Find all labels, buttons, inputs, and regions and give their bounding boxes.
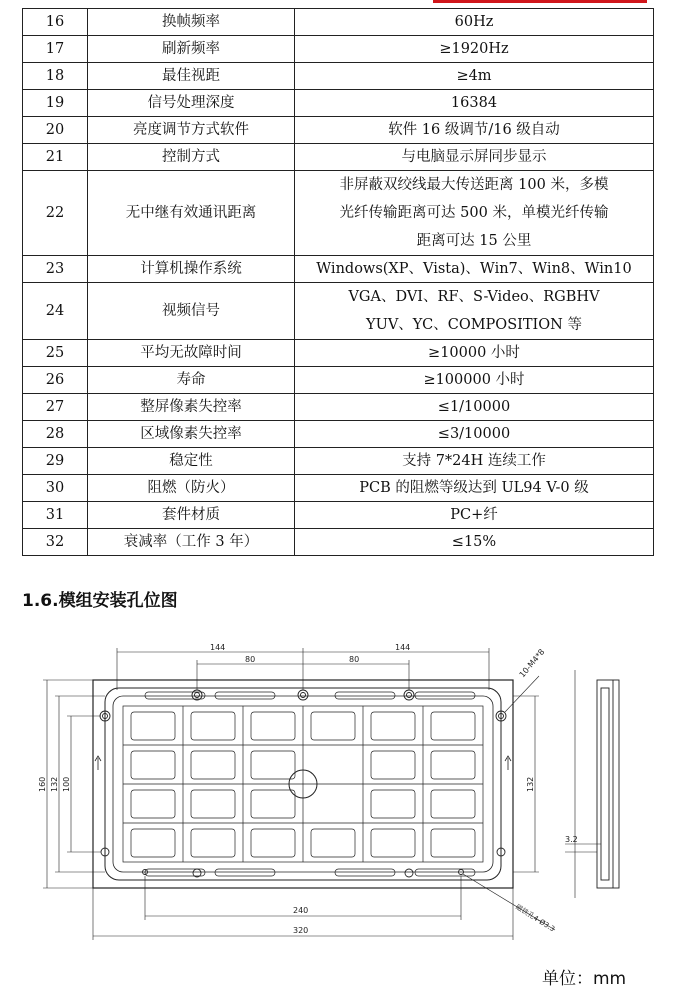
row-number: 20 (23, 117, 88, 144)
row-number: 29 (23, 448, 88, 475)
row-value: ≤3/10000 (295, 421, 654, 448)
dim-left-inner: 100 (62, 776, 71, 792)
dim-top-right-inner: 80 (349, 655, 360, 664)
row-value: Windows(XP、Vista)、Win7、Win8、Win10 (295, 256, 654, 283)
unit-label: 单位：mm (542, 969, 627, 989)
row-value (295, 283, 654, 340)
row-number: 17 (23, 36, 88, 63)
row-value: 60Hz (295, 9, 654, 36)
row-number: 32 (23, 529, 88, 556)
row-parameter: 平均无故障时间 (88, 340, 295, 367)
row-value: 与电脑显示屏同步显示 (295, 144, 654, 171)
value-line: 光纤传输距离可达 500 米，单模光纤传输 (339, 205, 609, 221)
row-number: 23 (23, 256, 88, 283)
table-row (23, 144, 654, 171)
table-row (23, 448, 654, 475)
section-title: 1.6.模组安装孔位图 (22, 591, 178, 611)
row-number: 25 (23, 340, 88, 367)
dim-top-left: 144 (210, 643, 226, 652)
row-value: ≥100000 小时 (295, 367, 654, 394)
module-mounting-drawing (35, 640, 635, 950)
table-row (23, 367, 654, 394)
spec-table (22, 8, 654, 556)
row-value (295, 171, 654, 256)
row-parameter: 视频信号 (88, 283, 295, 340)
row-number: 27 (23, 394, 88, 421)
value-line: YUV、YC、COMPOSITION 等 (366, 317, 582, 333)
row-parameter: 区域像素失控率 (88, 421, 295, 448)
row-parameter: 换帧频率 (88, 9, 295, 36)
value-line: VGA、DVI、RF、S-Video、RGBHV (348, 289, 600, 305)
row-value: ≥10000 小时 (295, 340, 654, 367)
side-profile (565, 670, 619, 898)
dim-right: 132 (526, 776, 535, 792)
hole-callout: 10-M4*8 (517, 647, 547, 680)
table-row (23, 421, 654, 448)
row-parameter: 控制方式 (88, 144, 295, 171)
dim-bottom-inner: 240 (293, 906, 309, 915)
row-number: 19 (23, 90, 88, 117)
row-value: ≥4m (295, 63, 654, 90)
dim-left-mid: 132 (50, 776, 59, 792)
dim-left-outer: 160 (38, 776, 47, 792)
table-row (23, 475, 654, 502)
row-number: 30 (23, 475, 88, 502)
dim-top-left-inner: 80 (245, 655, 256, 664)
table-row (23, 9, 654, 36)
table-row (23, 36, 654, 63)
row-parameter: 衰减率（工作 3 年） (88, 529, 295, 556)
row-number: 28 (23, 421, 88, 448)
dim-side-thickness: 3.2 (565, 835, 578, 844)
row-number: 16 (23, 9, 88, 36)
row-parameter: 稳定性 (88, 448, 295, 475)
row-parameter: 刷新频率 (88, 36, 295, 63)
table-row (23, 394, 654, 421)
row-parameter: 信号处理深度 (88, 90, 295, 117)
table-row (23, 63, 654, 90)
table-row (23, 256, 654, 283)
row-parameter: 寿命 (88, 367, 295, 394)
magnet-callout: 磁铁孔4-Ø3.3 (513, 902, 557, 934)
row-number: 21 (23, 144, 88, 171)
row-parameter: 亮度调节方式软件 (88, 117, 295, 144)
row-value: ≤1/10000 (295, 394, 654, 421)
table-row (23, 90, 654, 117)
value-line: 距离可达 15 公里 (416, 233, 532, 249)
cell-grid (123, 706, 483, 862)
row-value: PCB 的阻燃等级达到 UL94 V-0 级 (295, 475, 654, 502)
table-row (23, 529, 654, 556)
row-parameter: 阻燃（防火） (88, 475, 295, 502)
row-parameter: 整屏像素失控率 (88, 394, 295, 421)
row-parameter: 无中继有效通讯距离 (88, 171, 295, 256)
table-row (23, 283, 654, 340)
row-number: 26 (23, 367, 88, 394)
dim-bottom-outer: 320 (293, 926, 309, 935)
row-number: 31 (23, 502, 88, 529)
row-value: 支持 7*24H 连续工作 (295, 448, 654, 475)
top-red-rule (433, 0, 647, 3)
row-value: ≤15% (295, 529, 654, 556)
row-value: PC+纤 (295, 502, 654, 529)
row-number: 22 (23, 171, 88, 256)
row-parameter: 最佳视距 (88, 63, 295, 90)
row-number: 24 (23, 283, 88, 340)
value-line: 非屏蔽双绞线最大传送距离 100 米，多模 (339, 177, 609, 193)
row-value: ≥1920Hz (295, 36, 654, 63)
table-row (23, 117, 654, 144)
row-value: 16384 (295, 90, 654, 117)
dim-top-right: 144 (395, 643, 411, 652)
table-row (23, 340, 654, 367)
table-row (23, 171, 654, 256)
table-row (23, 502, 654, 529)
row-parameter: 计算机操作系统 (88, 256, 295, 283)
row-number: 18 (23, 63, 88, 90)
row-parameter: 套件材质 (88, 502, 295, 529)
row-value: 软件 16 级调节/16 级自动 (295, 117, 654, 144)
